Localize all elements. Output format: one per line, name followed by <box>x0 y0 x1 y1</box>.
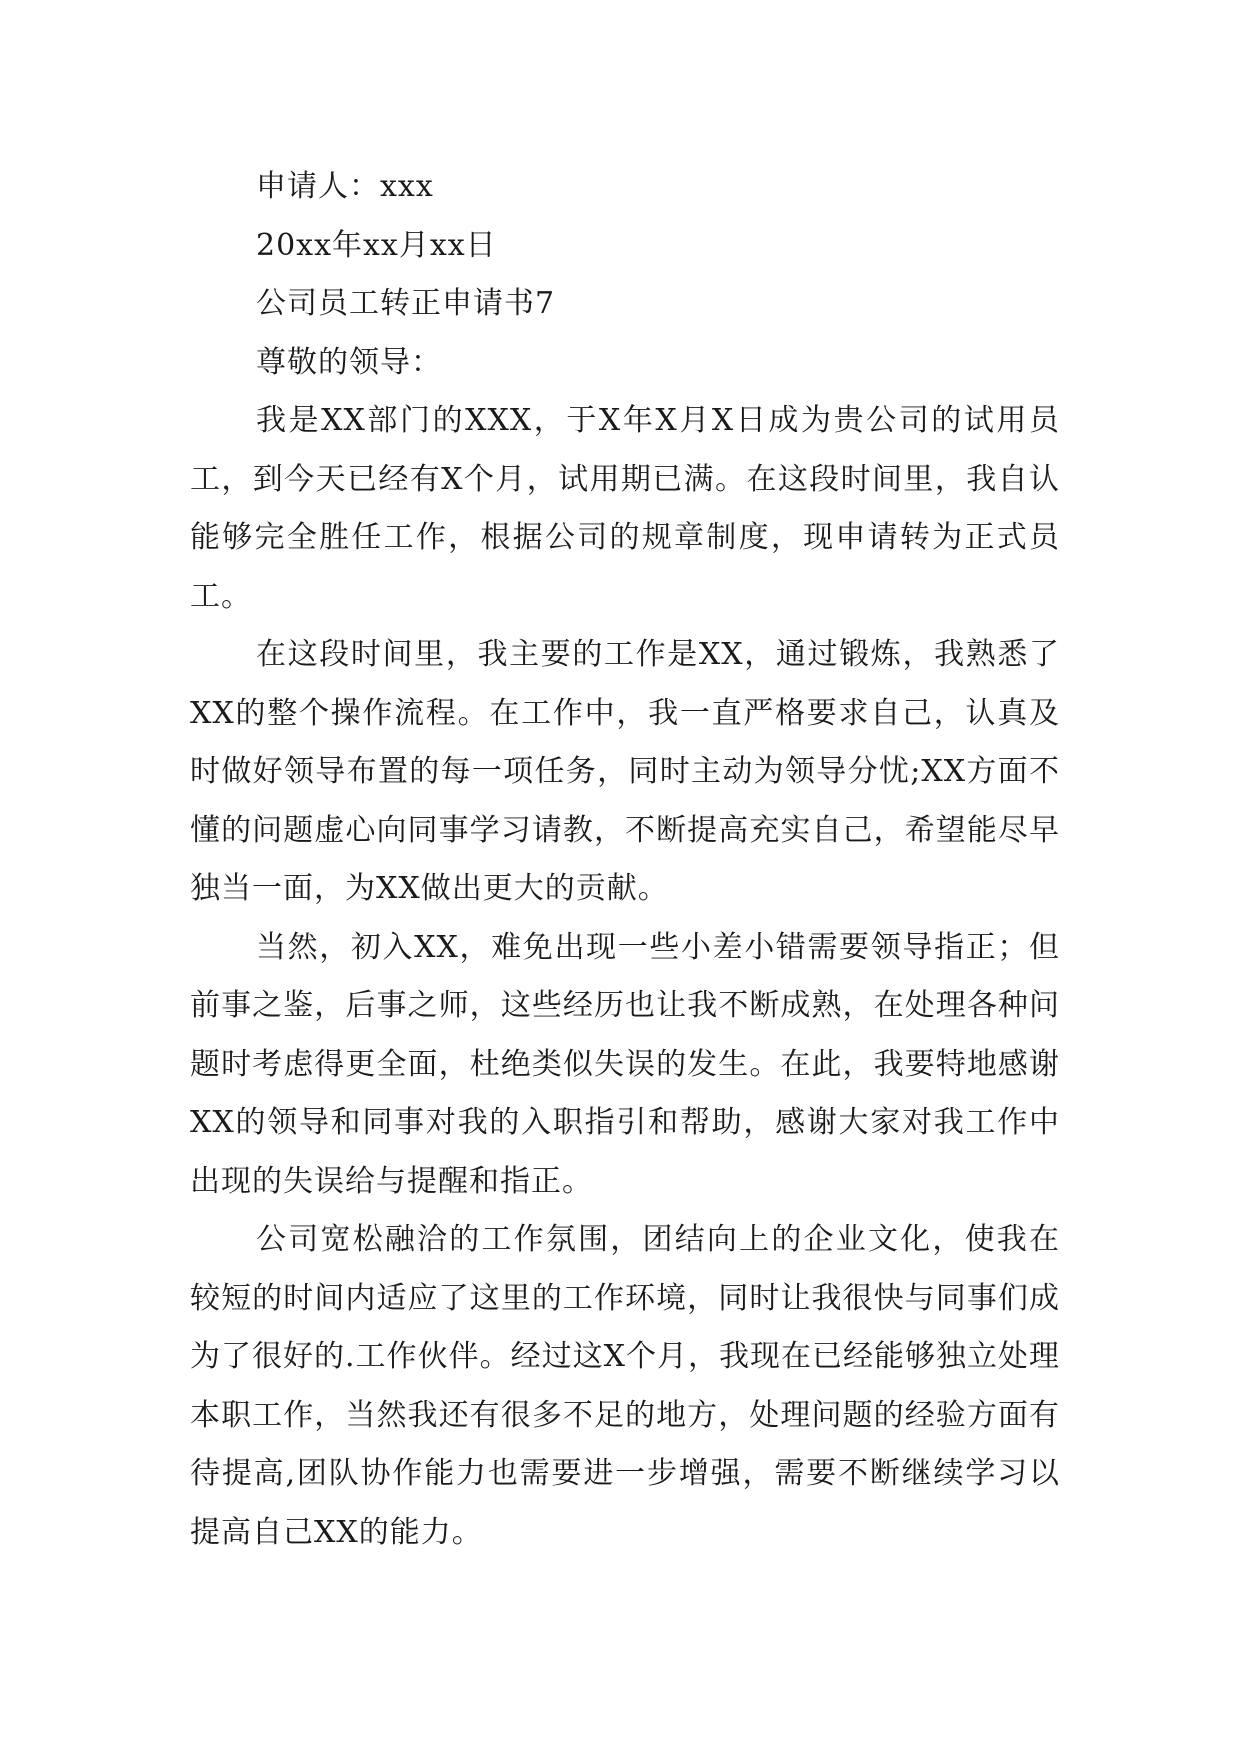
paragraph-4: 公司宽松融洽的工作氛围，团结向上的企业文化，使我在较短的时间内适应了这里的工作环境，同时让我很快与同事们成为了很好的.工作伙伴。经过这X个月，我现在已经能够独立处理本职工作，当然我还有很多不足的地方，处理问题的经验方面有待提高,团队协作能力也需要进一步增强，需要不断继续学习以提高自己XX的能力。 <box>190 1222 1060 1550</box>
document-title: 公司员工转正申请书7 <box>256 286 556 321</box>
applicant-line: 申请人：xxx <box>256 169 434 204</box>
document-body <box>190 158 1060 1562</box>
salutation: 尊敬的领导： <box>256 344 442 380</box>
paragraph-1: 我是XX部门的XXX，于X年X月X日成为贵公司的试用员工，到今天已经有X个月，试用期已满。在这段时间里，我自认能够完全胜任工作，根据公司的规章制度，现申请转为正式员工。 <box>190 403 1060 614</box>
paragraph-2: 在这段时间里，我主要的工作是XX，通过锻炼，我熟悉了XX的整个操作流程。在工作中，我一直严格要求自己，认真及时做好领导布置的每一项任务，同时主动为领导分忧;XX方面不懂的问题虚心向同事学习请教，不断提高充实自己，希望能尽早独当一面，为XX做出更大的贡献。 <box>190 637 1060 906</box>
paragraph-3: 当然，初入XX，难免出现一些小差小错需要领导指正；但前事之鉴，后事之师，这些经历也让我不断成熟，在处理各种问题时考虑得更全面，杜绝类似失误的发生。在此，我要特地感谢XX的领导和同事对我的入职指引和帮助，感谢大家对我工作中出现的失误给与提醒和指正。 <box>190 929 1060 1199</box>
date-line: 20xx年xx月xx日 <box>256 227 497 263</box>
